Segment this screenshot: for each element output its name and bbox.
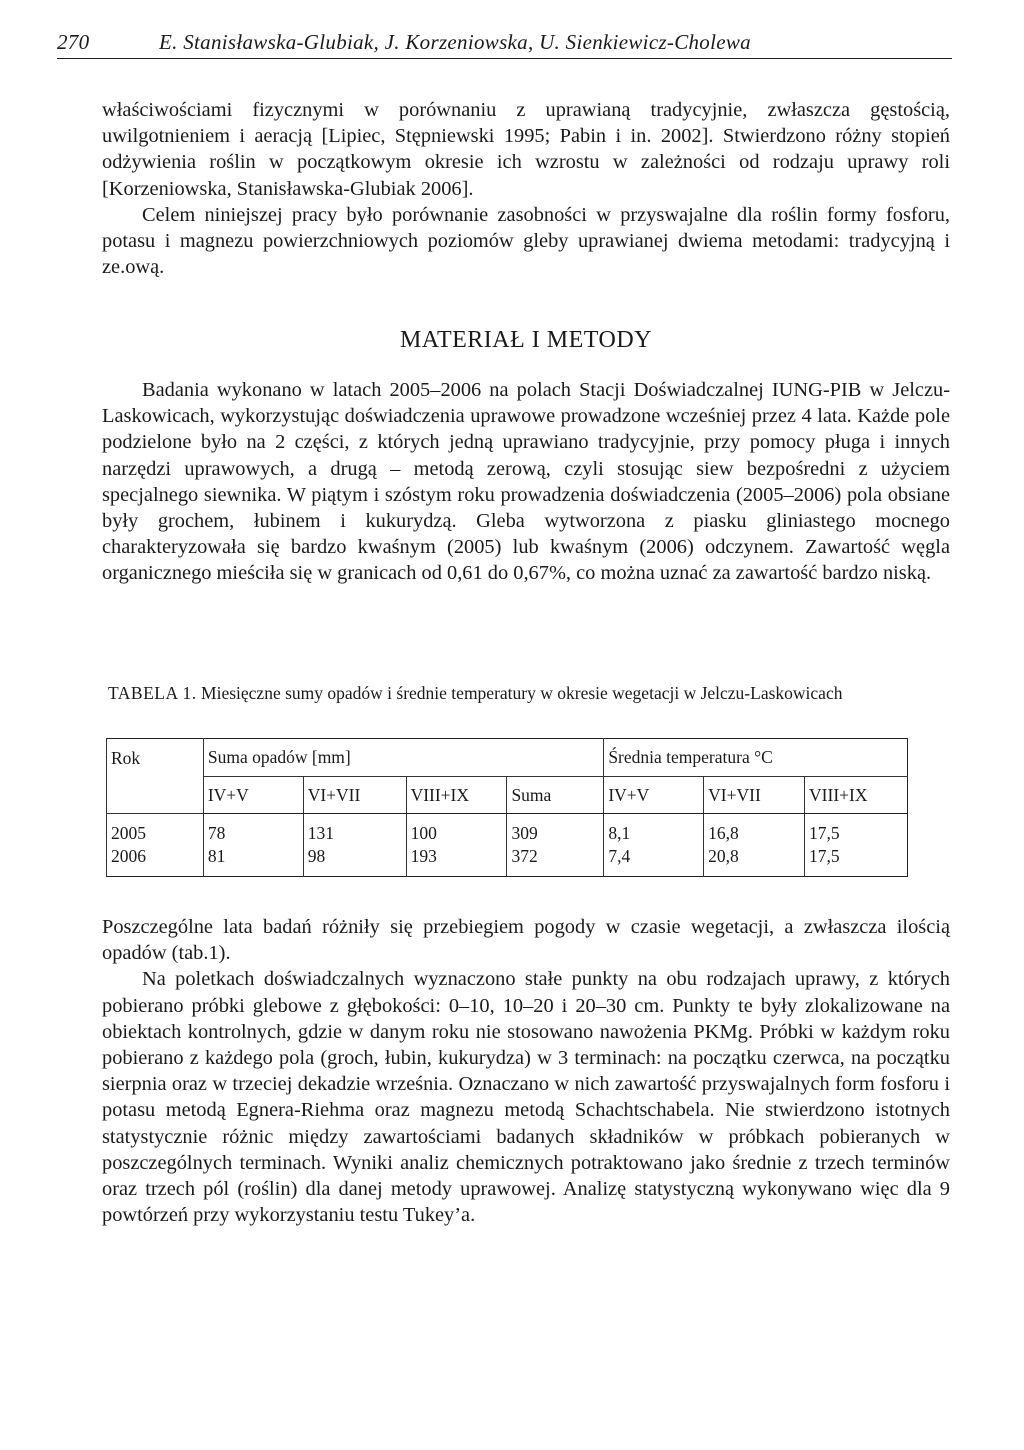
table-subheader-row	[107, 777, 908, 814]
subheader-cell: IV+V	[604, 777, 704, 814]
header-rain: Suma opadów [mm]	[203, 739, 603, 777]
header-authors: E. Stanisławska-Glubiak, J. Korzeniowska, U. Sienkiewicz-Cholewa	[159, 30, 751, 54]
methods-section	[102, 377, 950, 587]
table-cell: 7,4	[604, 845, 704, 877]
table-caption	[108, 682, 908, 705]
intro-paragraph: właściwościami fizycznymi w porównaniu z uprawianą tradycyjnie, zwłaszcza gęstością, uwilgotnieniem i aeracją [Lipiec, Stępniewski 1995; Pabin i in. 2002]. Stwierdzono różny stopień odżywienia roślin w początkowym okresie ich wzrostu w zależności od rodzaju uprawy roli [Korzeniowska, Stanisławska-Glubiak 2006].	[102, 99, 950, 200]
table-cell: 193	[406, 845, 507, 877]
table-row	[107, 845, 908, 877]
subheader-cell: IV+V	[203, 777, 303, 814]
header-year: Rok	[107, 739, 204, 814]
table-cell: 372	[507, 845, 604, 877]
subheader-cell: VI+VII	[704, 777, 805, 814]
table-cell: 131	[303, 814, 406, 846]
table-caption-text: Miesięczne sumy opadów i średnie temperatury w okresie wegetacji w Jelczu-Laskowicach	[201, 683, 843, 703]
header-temp: Średnia temperatura °C	[604, 739, 908, 777]
subheader-cell: Suma	[507, 777, 604, 814]
table-cell: 100	[406, 814, 507, 846]
intro-section	[102, 97, 950, 280]
weather-table	[106, 738, 908, 877]
section-title: MATERIAŁ I METODY	[399, 327, 653, 353]
row-year: 2005	[107, 814, 204, 846]
table-cell: 98	[303, 845, 406, 877]
table-header-row	[107, 739, 908, 777]
table-cell: 20,8	[704, 845, 805, 877]
subheader-cell: VIII+IX	[805, 777, 908, 814]
running-header	[57, 30, 952, 59]
subheader-cell: VIII+IX	[406, 777, 507, 814]
after-table-section	[102, 914, 950, 1228]
subheader-cell: VI+VII	[303, 777, 406, 814]
table-cell: 78	[203, 814, 303, 846]
methods-paragraph: Badania wykonano w latach 2005–2006 na polach Stacji Doświadczalnej IUNG-PIB w Jelczu-Laskowicach, wykorzystując doświadczenia uprawowe prowadzone wcześniej przez 4 lata. Każde pole podzielone było na 2 części, z których jedną uprawiano tradycyjnie, przy pomocy pługa i innych narzędzi uprawowych, a drugą – metodą zerową, czyli stosując siew bezpośredni z użyciem specjalnego siewnika. W piątym i szóstym roku prowadzenia doświadczenia (2005–2006) pola obsiane były grochem, łubinem i kukurydzą. Gleba wytworzona z piasku gliniastego mocnego charakteryzowała się bardzo kwaśnym (2005) lub kwaśnym (2006) odczynem. Zawartość węgla organicznego mieściła się w granicach od 0,61 do 0,67%, co można uznać za zawartość bardzo niską.	[102, 379, 950, 585]
page-number: 270	[57, 30, 90, 54]
table-label: TABELA 1.	[108, 683, 197, 703]
intro-paragraph: Celem niniejszej pracy było porównanie zasobności w przyswajalne dla roślin formy fosforu, potasu i magnezu powierzchniowych poziomów gleby uprawianej dwiema metodami: tradycyjną i ze.ową.	[102, 203, 950, 279]
table-cell: 309	[507, 814, 604, 846]
table-cell: 16,8	[704, 814, 805, 846]
body-paragraph: Poszczególne lata badań różniły się przebiegiem pogody w czasie wegetacji, a zwłaszcza ilością opadów (tab.1).	[102, 916, 950, 965]
row-year: 2006	[107, 845, 204, 877]
table-cell: 17,5	[805, 814, 908, 846]
table-cell: 8,1	[604, 814, 704, 846]
body-paragraph: Na poletkach doświadczalnych wyznaczono stałe punkty na obu rodzajach uprawy, z których pobierano próbki glebowe z głębokości: 0–10, 10–20 i 20–30 cm. Punkty te były zlokalizowane na obiektach kontrolnych, gdzie w danym roku nie stosowano nawożenia PKMg. Próbki w każdym roku pobierano z każdego pola (groch, łubin, kukurydza) w 3 terminach: na początku czerwca, na początku sierpnia oraz w trzeciej dekadzie września. Oznaczano w nich zawartość przyswajalnych form fosforu i potasu metodą Egnera-Riehma oraz magnezu metodą Schachtschabela. Nie stwierdzono istotnych statystycznie różnic między zawartościami badanych składników w próbkach pobieranych w poszczególnych terminach. Wyniki analiz chemicznych potraktowano jako średnie z trzech terminów oraz trzech pól (roślin) dla danej metody uprawowej. Analizę statystyczną wykonywano więc dla 9 powtórzeń przy wykorzystaniu testu Tukey’a.	[102, 968, 950, 1227]
table-cell: 81	[203, 845, 303, 877]
table-cell: 17,5	[805, 845, 908, 877]
table-row	[107, 814, 908, 846]
